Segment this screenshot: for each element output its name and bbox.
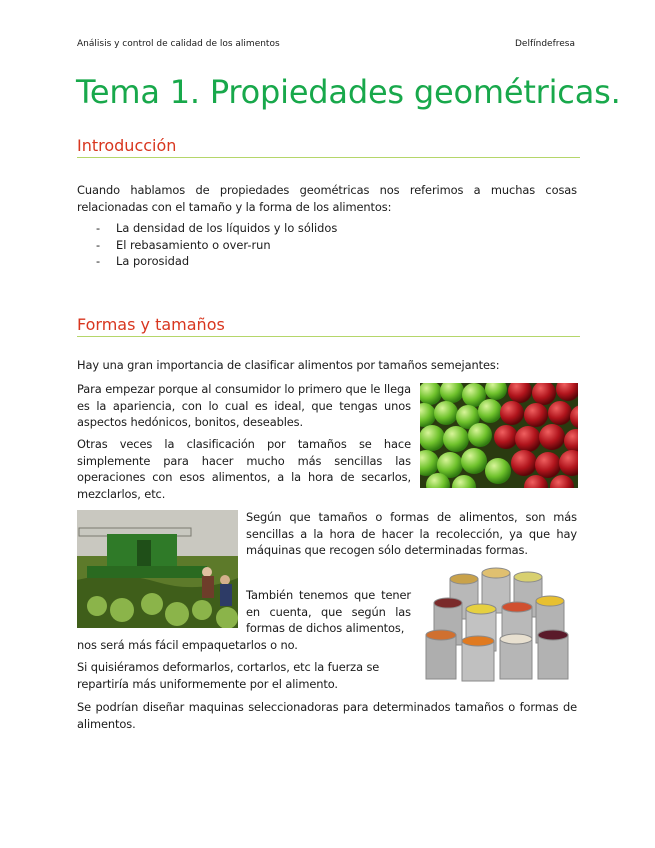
intro-paragraph: Cuando hablamos de propiedades geométricas nos referimos a muchas cosas relacionadas con el tamaño y la forma de los alimentos: (77, 183, 577, 214)
formas-paragraph-7: Se podrían diseñar maquinas seleccionadoras para determinados tamaños o formas de alimentos. (77, 700, 577, 731)
section-divider (77, 336, 580, 337)
apples-photo (420, 383, 578, 488)
section-heading-formas: Formas y tamaños (77, 315, 225, 334)
header-course-title: Análisis y control de calidad de los alimentos (77, 39, 280, 49)
section-heading-intro: Introducción (77, 136, 177, 155)
formas-paragraph-3: Otras veces la clasificación por tamaños se hace simplemente para hacer mucho más sencillas las operaciones con esos alimentos, a la hora de secarlos, mezclarlos, etc. (77, 437, 411, 501)
section-divider (77, 157, 580, 158)
formas-paragraph-1: Hay una gran importancia de clasificar alimentos por tamaños semejantes: (77, 358, 500, 372)
apples-photo-icon (420, 383, 578, 488)
list-item: - El rebasamiento o over-run (96, 237, 271, 252)
formas-paragraph-5-continued: nos será más fácil empaquetarlos o no. (77, 638, 298, 652)
page-title: Tema 1. Propiedades geométricas. (76, 73, 621, 111)
harvest-photo-icon (77, 510, 238, 628)
harvest-photo (77, 510, 238, 628)
cans-photo-icon (420, 565, 578, 683)
header-author: Delfíndefresa (514, 39, 575, 49)
formas-paragraph-6: Si quisiéramos deformarlos, cortarlos, etc la fuerza se repartiría más uniformemente por el alimento. (77, 660, 380, 691)
list-item: - La porosidad (96, 254, 190, 269)
formas-paragraph-4: Según que tamaños o formas de alimentos, son más sencillas a la hora de hacer la recolección, ya que hay máquinas que recogen sólo determinadas formas. (246, 510, 577, 558)
intro-bullet-list (96, 220, 337, 270)
list-item: - La densidad de los líquidos y lo sólidos (96, 221, 338, 235)
formas-paragraph-2: Para empezar porque al consumidor lo primero que le llega es la apariencia, con lo cual es ideal, que tengas unos aspectos hedónicos, bonitos, deseables. (77, 382, 411, 430)
formas-paragraph-5: También tenemos que tener en cuenta, que según las formas de dichos alimentos, (246, 588, 411, 636)
cans-photo (420, 565, 578, 683)
